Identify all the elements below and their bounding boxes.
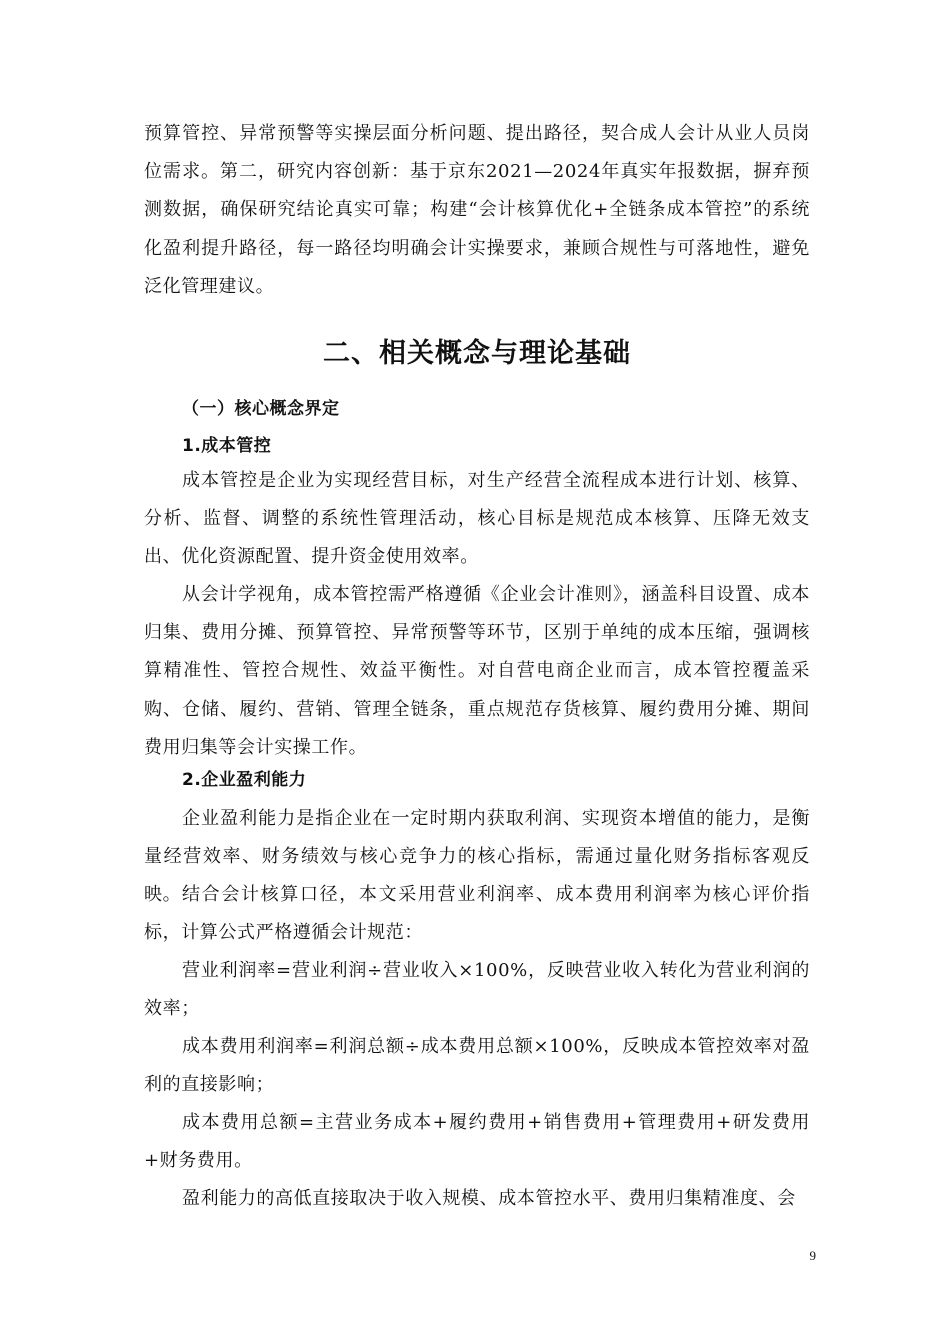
item-heading-cost-control: 1.成本管控 bbox=[182, 436, 272, 456]
page-number: 9 bbox=[809, 1248, 816, 1263]
formula-paragraph: 营业利润率=营业利润÷营业收入×100%，反映营业收入转化为营业利润的效率； bbox=[144, 960, 810, 1020]
section-heading: 二、相关概念与理论基础 bbox=[323, 338, 631, 369]
formula-paragraph: 成本费用利润率=利润总额÷成本费用总额×100%，反映成本管控效率对盈利的直接影响； bbox=[144, 1036, 810, 1096]
body-paragraph: 盈利能力的高低直接取决于收入规模、成本管控水平、费用归集精准度、会 bbox=[182, 1188, 796, 1209]
body-paragraph: 从会计学视角，成本管控需严格遵循《企业会计准则》，涵盖科目设置、成本归集、费用分摊、预算管控、异常预警等环节，区别于单纯的成本压缩，强调核算精准性、管控合规性、效益平衡性。对自营电商企业而言，成本管控覆盖采购、仓储、履约、营销、管理全链条，重点规范存货核算、履约费用分摊、期间费用归集等会计实操工作。 bbox=[144, 584, 810, 758]
subsection-heading: （一）核心概念界定 bbox=[182, 399, 340, 419]
body-paragraph: 预算管控、异常预警等实操层面分析问题、提出路径，契合成人会计从业人员岗位需求。第二，研究内容创新：基于京东2021—2024年真实年报数据，摒弃预测数据，确保研究结论真实可靠；构建“会计核算优化+全链条成本管控”的系统化盈利提升路径，每一路径均明确会计实操要求，兼顾合规性与可落地性，避免泛化管理建议。 bbox=[144, 123, 810, 297]
body-paragraph: 结合会计核算口径，本文采用营业利润率、成本费用利润率为核心评价指标，计算公式严格遵循会计规范： bbox=[144, 884, 810, 944]
body-paragraph: 成本管控是企业为实现经营目标，对生产经营全流程成本进行计划、核算、分析、监督、调整的系统性管理活动，核心目标是规范成本核算、压降无效支出、优化资源配置、提升资金使用效率。 bbox=[144, 470, 810, 568]
body-paragraph: 企业盈利能力是指企业在一定时期内获取利润、实现资本增值的能力，是衡量经营效率、财务绩效与核心竞争力的核心指标，需通过量化财务指标客观反映。 bbox=[144, 808, 810, 906]
formula-paragraph: 成本费用总额=主营业务成本+履约费用+销售费用+管理费用+研发费用+财务费用。 bbox=[144, 1112, 810, 1172]
item-heading-profitability: 2.企业盈利能力 bbox=[182, 770, 307, 790]
